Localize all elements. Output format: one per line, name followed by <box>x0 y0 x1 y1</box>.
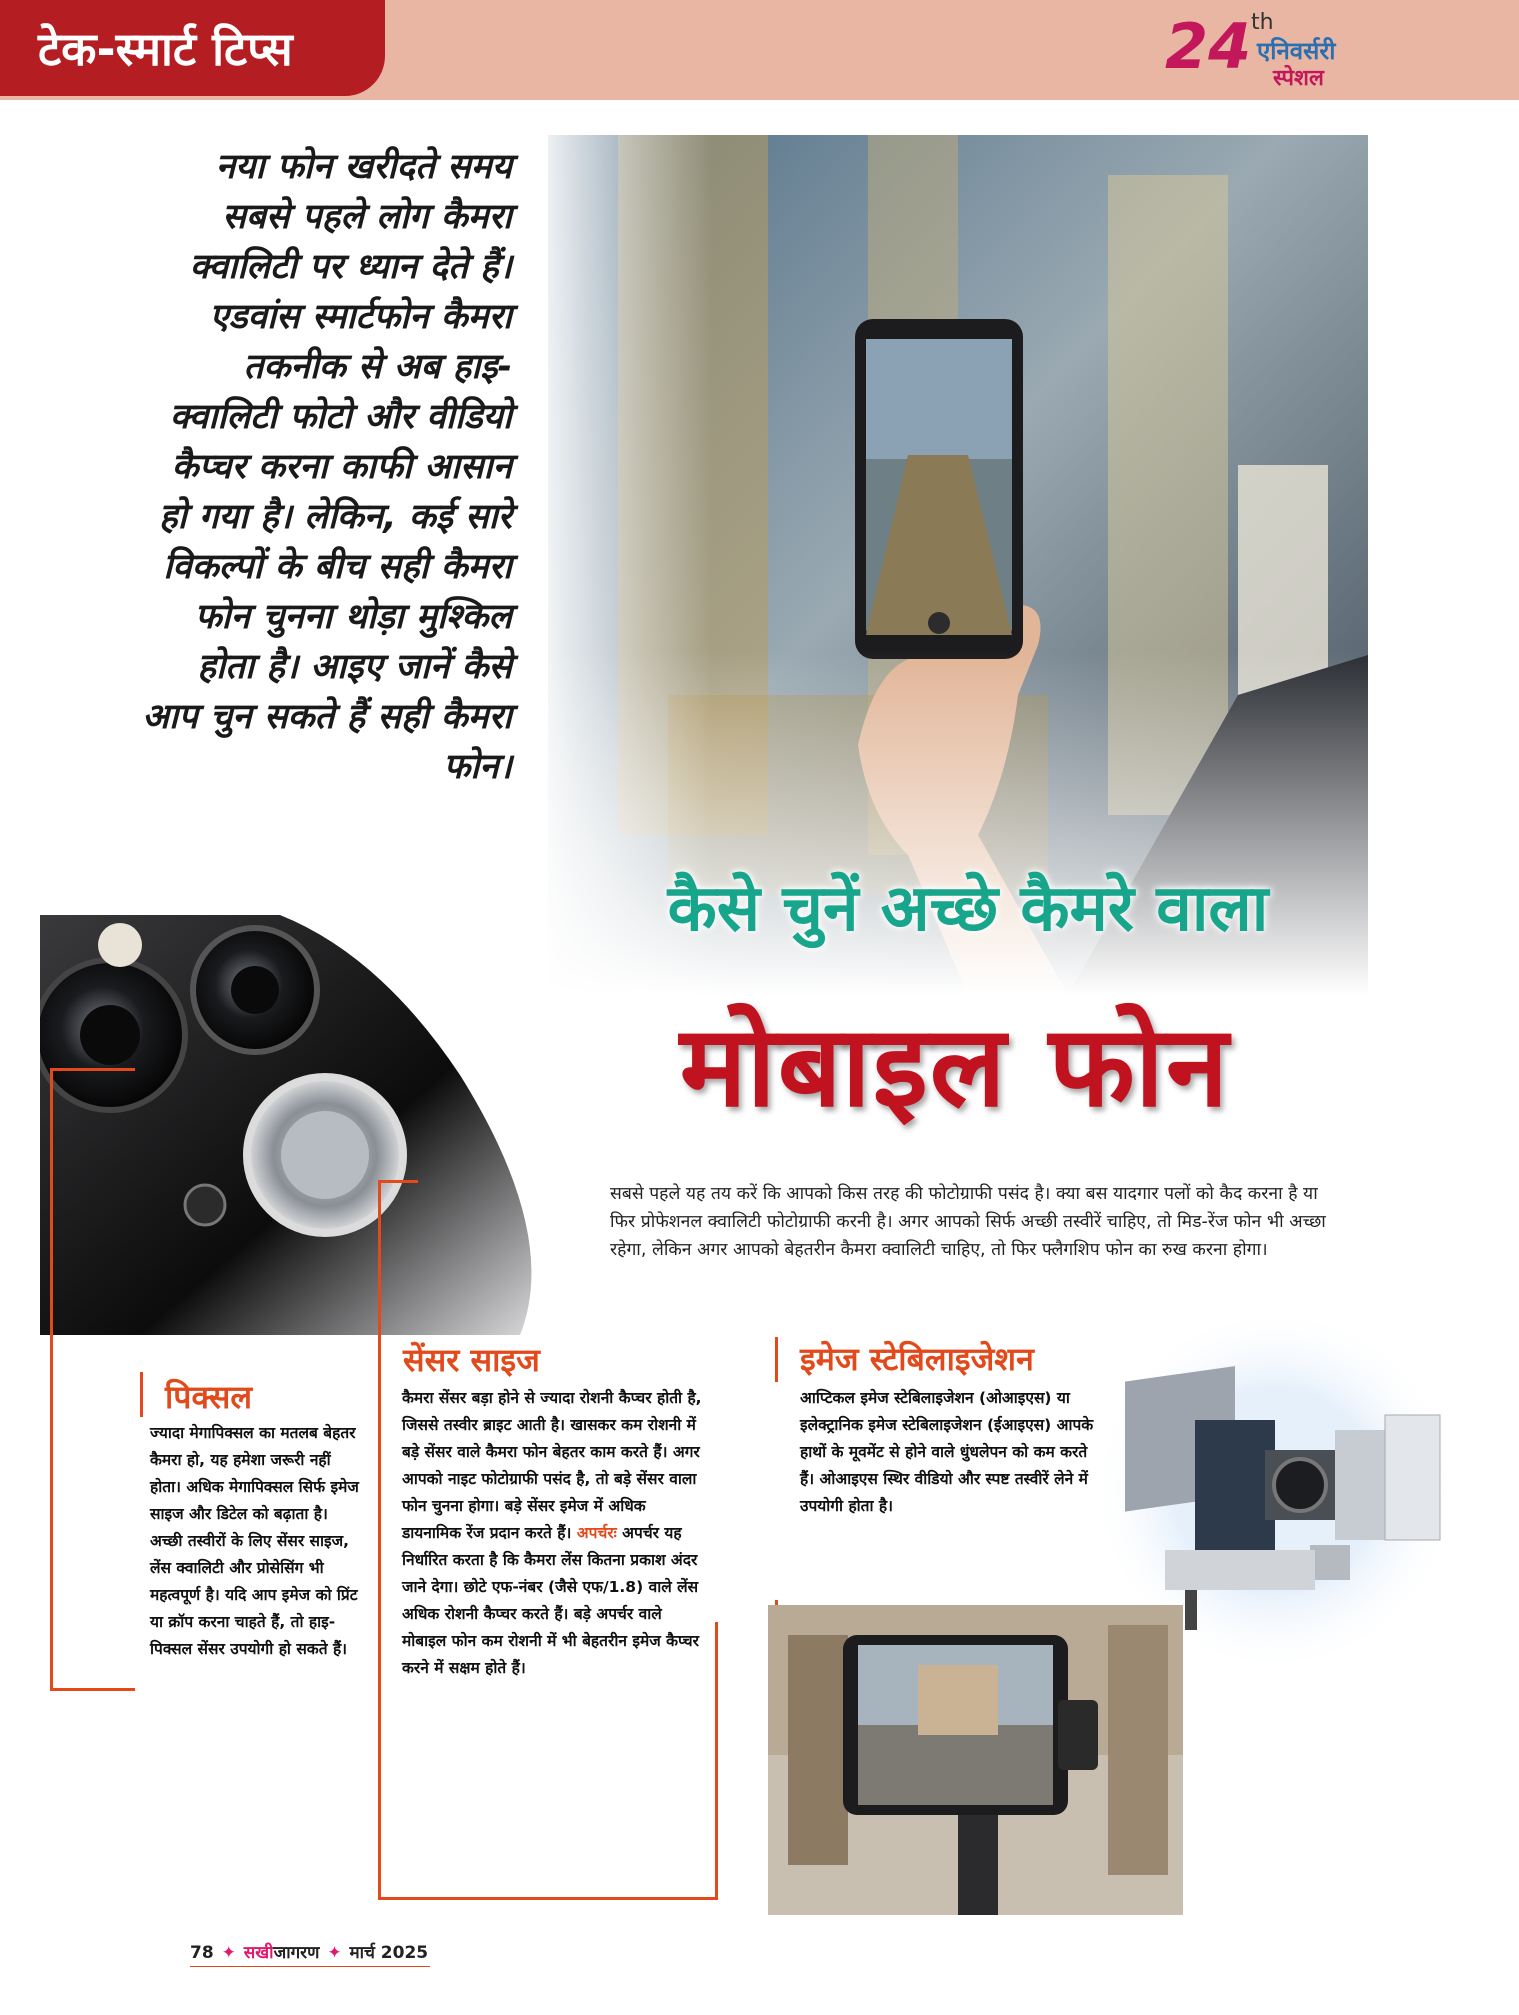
pixel-heading: पिक्सल <box>165 1378 253 1416</box>
anniversary-badge <box>1165 6 1375 96</box>
sensor-line-vertical-right <box>715 1622 718 1900</box>
anniversary-number: 24 <box>1165 10 1252 83</box>
brand-suffix: जागरण <box>273 1943 320 1963</box>
sensor-text: कैमरा सेंसर बड़ा होने से ज्यादा रोशनी कैप्चर होती है, जिससे तस्वीर ब्राइट आती है। खासकर कम रोशनी में बड़े सेंसर वाले कैमरा फोन बेहतर काम करते हैं। अगर आपको नाइट फोटोग्राफी पसंद है, तो बड़े सेंसर वाला फोन चुनना होगा। बड़े सेंसर इमेज में अधिक डायनामिक रेंज प्रदान करते हैं। <box>402 1389 702 1542</box>
headline-line1: कैसे चुनें अच्छे कैमरे वाला <box>667 872 1269 946</box>
pixel-line-head <box>140 1372 143 1417</box>
pixel-line-vertical <box>50 1068 53 1691</box>
sensor-body <box>402 1385 702 1682</box>
pixel-line-horizontal-bottom <box>50 1688 135 1691</box>
anniversary-line2: स्पेशल <box>1273 66 1324 91</box>
stabilization-line-head <box>775 1337 778 1382</box>
gimbal-illustration <box>768 1605 1183 1915</box>
gimbal-phone-photo <box>768 1605 1183 1915</box>
footer <box>190 1940 428 1963</box>
section-title: टेक-स्मार्ट टिप्स <box>0 0 385 96</box>
sensor-line-horizontal-top <box>378 1180 418 1183</box>
aperture-label: अपर्चरः <box>576 1524 617 1542</box>
page-number: 78 <box>190 1943 214 1963</box>
aperture-text: अपर्चर यह निर्धारित करता है कि कैमरा लेंस कितना प्रकाश अंदर जाने देगा। छोटे एफ-नंबर (जैसे एफ/1.8) वाले लेंस अधिक रोशनी कैप्चर करते हैं। बड़े अपर्चर वाले मोबाइल फोन कम रोशनी में भी बेहतरीन इमेज कैप्चर करने में सक्षम होते हैं। <box>402 1524 699 1677</box>
star-icon: ✦ <box>221 1943 236 1963</box>
star-icon: ✦ <box>327 1943 342 1963</box>
lead-paragraph: सबसे पहले यह तय करें कि आपको किस तरह की फोटोग्राफी पसंद है। क्या बस यादगार पलों को कैद करना है या फिर प्रोफेशनल क्वालिटी फोटोग्राफी करनी है। अगर आपको सिर्फ अच्छी तस्वीरें चाहिए, तो मिड-रेंज फोन भी अच्छा रहेगा, लेकिन अगर आपको बेहतरीन कैमरा क्वालिटी चाहिए, तो फिर फ्लैगशिप फोन का रुख करना होगा। <box>610 1184 1326 1260</box>
sensor-line-vertical-left <box>378 1180 381 1900</box>
footer-line <box>190 1966 430 1967</box>
stabilization-heading: इमेज स्टेबिलाइजेशन <box>800 1340 1034 1378</box>
headline-line2: मोबाइल फोन <box>679 1002 1231 1132</box>
sensor-heading: सेंसर साइज <box>403 1341 540 1379</box>
sensor-line-horizontal-bottom <box>378 1897 718 1900</box>
stabilization-body: आप्टिकल इमेज स्टेबिलाइजेशन (ओआइएस) या इलेक्ट्रानिक इमेज स्टेबिलाइजेशन (ईआइएस) आपके हाथों के मूवमेंट से होने वाले धुंधलेपन को कम करते हैं। ओआइएस स्थिर वीडियो और स्पष्ट तस्वीरें लेने में उपयोगी होता है। <box>800 1389 1094 1515</box>
camera-lens-illustration <box>40 915 560 1335</box>
anniversary-line1: एनिवर्सरी <box>1257 37 1336 65</box>
anniversary-suffix: th <box>1251 10 1274 35</box>
pixel-line-horizontal-top <box>50 1068 135 1071</box>
brand-prefix: सखी <box>243 1943 274 1963</box>
issue-date: मार्च 2025 <box>349 1943 429 1963</box>
intro-text: नया फोन खरीदते समय सबसे पहले लोग कैमरा क्वालिटी पर ध्यान देते हैं। एडवांस स्मार्टफोन कैमरा तकनीक से अब हाइ-क्वालिटी फोटो और वीडियो कैप्चर करना काफी आसान हो गया है। लेकिन, कई सारे विकल्पों के बीच सही कैमरा फोन चुनना थोड़ा मुश्किल होता है। आइए जानें कैसे आप चुन सकते हैं सही कैमरा फोन। <box>142 147 512 787</box>
pixel-body: ज्यादा मेगापिक्सल का मतलब बेहतर कैमरा हो, यह हमेशा जरूरी नहीं होता। अधिक मेगापिक्सल सिर्फ इमेज साइज और डिटेल को बढ़ाता है। अच्छी तस्वीरों के लिए सेंसर साइज, लेंस क्वालिटी और प्रोसेसिंग भी महत्वपूर्ण है। यदि आप इमेज को प्रिंट या क्रॉप करना चाहते हैं, तो हाइ-पिक्सल सेंसर उपयोगी हो सकते हैं। <box>150 1424 359 1658</box>
camera-lens-photo <box>40 915 560 1335</box>
